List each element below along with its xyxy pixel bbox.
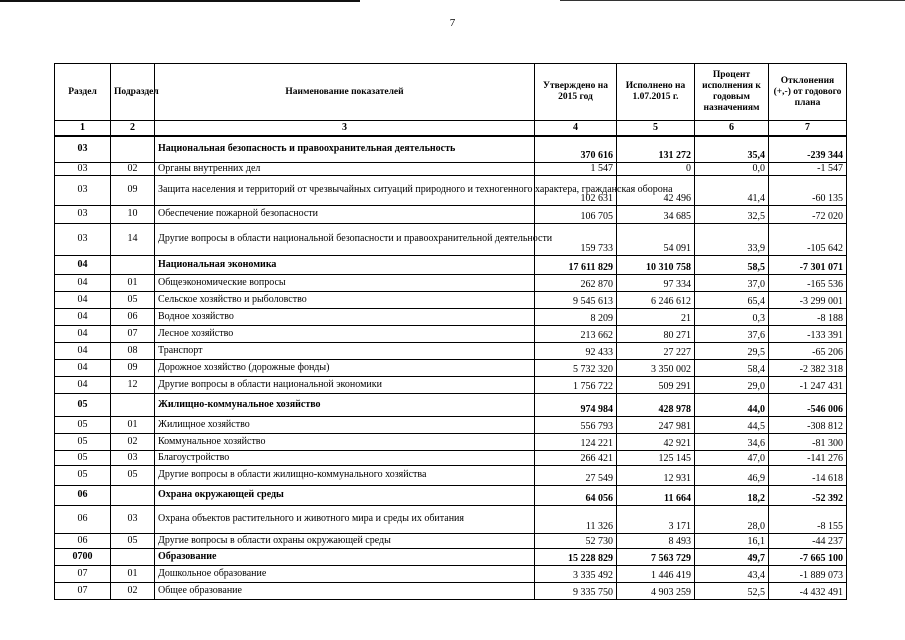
cell-razdel: 03 [55,162,111,175]
cell-deviation: -2 382 318 [769,359,847,376]
cell-percent: 34,6 [695,433,769,450]
cell-approved: 106 705 [535,205,617,223]
cell-percent: 35,4 [695,136,769,162]
top-line-right [560,0,905,1]
cell-approved: 124 221 [535,433,617,450]
cell-percent: 47,0 [695,450,769,465]
cell-name: Национальная безопасность и правоохранительная деятельность [155,136,535,162]
cell-podrazdel: 01 [111,416,155,433]
cell-name: Образование [155,548,535,565]
header-podrazdel: Подраздел [111,64,155,121]
cell-executed: 509 291 [617,376,695,393]
cell-razdel: 04 [55,376,111,393]
cell-percent: 32,5 [695,205,769,223]
table-row [55,505,847,533]
cell-razdel: 03 [55,175,111,205]
cell-name: Водное хозяйство [155,308,535,325]
cell-name: Органы внутренних дел [155,162,535,175]
cell-executed: 12 931 [617,465,695,485]
cell-name: Лесное хозяйство [155,325,535,342]
table-row [55,308,847,325]
header-name: Наименование показателей [155,64,535,121]
table-row [55,291,847,308]
cell-approved: 27 549 [535,465,617,485]
cell-executed: 21 [617,308,695,325]
cell-razdel: 03 [55,223,111,255]
cell-executed: 27 227 [617,342,695,359]
cell-percent: 16,1 [695,533,769,548]
header-approved: Утверждено на 2015 год [535,64,617,121]
cell-deviation: -1 889 073 [769,565,847,582]
cell-name: Общее образование [155,582,535,599]
cell-percent: 58,4 [695,359,769,376]
cell-razdel: 03 [55,136,111,162]
cell-approved: 1 547 [535,162,617,175]
cell-razdel: 03 [55,205,111,223]
cell-podrazdel: 10 [111,205,155,223]
cell-podrazdel: 02 [111,582,155,599]
header-percent: Процент исполнения к годовым назначениям [695,64,769,121]
cell-executed: 10 310 758 [617,255,695,274]
header-row [55,64,847,121]
cell-name: Охрана окружающей среды [155,485,535,505]
cell-deviation: -4 432 491 [769,582,847,599]
cell-name: Другие вопросы в области национальной экономики [155,376,535,393]
cell-deviation: -1 547 [769,162,847,175]
cell-executed: 1 446 419 [617,565,695,582]
cell-name: Другие вопросы в области жилищно-коммунального хозяйства [155,465,535,485]
cell-approved: 556 793 [535,416,617,433]
cell-deviation: -165 536 [769,274,847,291]
cell-percent: 46,9 [695,465,769,485]
cell-executed: 34 685 [617,205,695,223]
cell-percent: 18,2 [695,485,769,505]
cell-deviation: -546 006 [769,393,847,416]
column-number: 6 [695,121,769,137]
table-body [55,136,847,599]
cell-approved: 11 326 [535,505,617,533]
cell-percent: 37,6 [695,325,769,342]
cell-executed: 131 272 [617,136,695,162]
cell-podrazdel [111,255,155,274]
table-row [55,565,847,582]
table-row [55,485,847,505]
cell-name: Транспорт [155,342,535,359]
cell-executed: 42 921 [617,433,695,450]
cell-deviation: -1 247 431 [769,376,847,393]
column-number: 1 [55,121,111,137]
cell-podrazdel: 09 [111,359,155,376]
cell-podrazdel: 12 [111,376,155,393]
budget-table [54,63,847,600]
header-razdel: Раздел [55,64,111,121]
cell-executed: 8 493 [617,533,695,548]
cell-approved: 52 730 [535,533,617,548]
cell-razdel: 07 [55,565,111,582]
cell-executed: 3 350 002 [617,359,695,376]
cell-executed: 3 171 [617,505,695,533]
cell-podrazdel: 02 [111,433,155,450]
cell-razdel: 07 [55,582,111,599]
cell-approved: 15 228 829 [535,548,617,565]
cell-razdel: 06 [55,533,111,548]
cell-podrazdel [111,393,155,416]
cell-approved: 5 732 320 [535,359,617,376]
cell-percent: 44,5 [695,416,769,433]
cell-podrazdel: 05 [111,291,155,308]
cell-percent: 29,0 [695,376,769,393]
cell-percent: 28,0 [695,505,769,533]
cell-deviation: -3 299 001 [769,291,847,308]
cell-approved: 64 056 [535,485,617,505]
cell-deviation: -65 206 [769,342,847,359]
column-number: 2 [111,121,155,137]
cell-executed: 80 271 [617,325,695,342]
cell-razdel: 04 [55,291,111,308]
cell-name: Защита населения и территорий от чрезвычайных ситуаций природного и техногенного характера, гражданская оборона [155,175,535,205]
column-number: 3 [155,121,535,137]
cell-approved: 159 733 [535,223,617,255]
cell-deviation: -308 812 [769,416,847,433]
cell-podrazdel: 09 [111,175,155,205]
cell-executed: 428 978 [617,393,695,416]
cell-deviation: -7 665 100 [769,548,847,565]
cell-executed: 4 903 259 [617,582,695,599]
cell-podrazdel [111,136,155,162]
cell-executed: 7 563 729 [617,548,695,565]
cell-executed: 6 246 612 [617,291,695,308]
cell-executed: 42 496 [617,175,695,205]
column-number: 5 [617,121,695,137]
cell-razdel: 0700 [55,548,111,565]
cell-percent: 49,7 [695,548,769,565]
cell-approved: 213 662 [535,325,617,342]
table-row [55,342,847,359]
cell-podrazdel [111,548,155,565]
cell-percent: 41,4 [695,175,769,205]
cell-razdel: 04 [55,255,111,274]
cell-razdel: 04 [55,342,111,359]
page-number: 7 [449,17,456,29]
cell-deviation: -133 391 [769,325,847,342]
cell-deviation: -81 300 [769,433,847,450]
cell-approved: 266 421 [535,450,617,465]
cell-name: Жилищное хозяйство [155,416,535,433]
table-row [55,255,847,274]
cell-deviation: -8 155 [769,505,847,533]
table-row [55,433,847,450]
cell-name: Дорожное хозяйство (дорожные фонды) [155,359,535,376]
cell-approved: 102 631 [535,175,617,205]
cell-razdel: 04 [55,274,111,291]
cell-approved: 9 335 750 [535,582,617,599]
cell-deviation: -44 237 [769,533,847,548]
cell-percent: 58,5 [695,255,769,274]
cell-name: Другие вопросы в области охраны окружающей среды [155,533,535,548]
cell-razdel: 05 [55,465,111,485]
column-number: 4 [535,121,617,137]
table-row [55,223,847,255]
cell-deviation: -60 135 [769,175,847,205]
cell-approved: 3 335 492 [535,565,617,582]
cell-percent: 0,0 [695,162,769,175]
cell-razdel: 04 [55,308,111,325]
table-row [55,582,847,599]
cell-executed: 247 981 [617,416,695,433]
cell-podrazdel: 07 [111,325,155,342]
cell-approved: 1 756 722 [535,376,617,393]
cell-razdel: 05 [55,393,111,416]
cell-name: Жилищно-коммунальное хозяйство [155,393,535,416]
cell-podrazdel: 01 [111,274,155,291]
cell-percent: 0,3 [695,308,769,325]
cell-percent: 37,0 [695,274,769,291]
cell-name: Дошкольное образование [155,565,535,582]
table-row [55,162,847,175]
cell-percent: 44,0 [695,393,769,416]
cell-name: Коммунальное хозяйство [155,433,535,450]
table-row [55,136,847,162]
cell-name: Национальная экономика [155,255,535,274]
cell-approved: 92 433 [535,342,617,359]
cell-podrazdel: 14 [111,223,155,255]
table-row [55,416,847,433]
cell-razdel: 05 [55,450,111,465]
table-row [55,205,847,223]
cell-deviation: -239 344 [769,136,847,162]
cell-razdel: 05 [55,416,111,433]
table-row [55,465,847,485]
cell-percent: 65,4 [695,291,769,308]
table-row [55,548,847,565]
cell-percent: 29,5 [695,342,769,359]
cell-deviation: -141 276 [769,450,847,465]
cell-podrazdel: 06 [111,308,155,325]
cell-executed: 125 145 [617,450,695,465]
column-number-row [55,121,847,137]
cell-razdel: 04 [55,359,111,376]
table-row [55,274,847,291]
cell-podrazdel: 03 [111,505,155,533]
cell-deviation: -72 020 [769,205,847,223]
cell-approved: 370 616 [535,136,617,162]
table-row [55,175,847,205]
cell-podrazdel: 03 [111,450,155,465]
cell-podrazdel: 01 [111,565,155,582]
table-row [55,533,847,548]
cell-executed: 97 334 [617,274,695,291]
cell-approved: 8 209 [535,308,617,325]
cell-approved: 9 545 613 [535,291,617,308]
cell-deviation: -14 618 [769,465,847,485]
cell-name: Другие вопросы в области национальной безопасности и правоохранительной деятельности [155,223,535,255]
cell-deviation: -105 642 [769,223,847,255]
cell-podrazdel [111,485,155,505]
cell-name: Охрана объектов растительного и животного мира и среды их обитания [155,505,535,533]
cell-deviation: -7 301 071 [769,255,847,274]
cell-podrazdel: 05 [111,533,155,548]
cell-percent: 43,4 [695,565,769,582]
header-deviation: Отклонения (+,-) от годового плана [769,64,847,121]
cell-approved: 17 611 829 [535,255,617,274]
cell-name: Благоустройство [155,450,535,465]
cell-approved: 974 984 [535,393,617,416]
cell-razdel: 06 [55,485,111,505]
cell-executed: 54 091 [617,223,695,255]
cell-podrazdel: 08 [111,342,155,359]
cell-percent: 52,5 [695,582,769,599]
cell-deviation: -8 188 [769,308,847,325]
cell-razdel: 05 [55,433,111,450]
cell-executed: 0 [617,162,695,175]
cell-deviation: -52 392 [769,485,847,505]
cell-razdel: 04 [55,325,111,342]
top-border-line [0,0,905,3]
cell-approved: 262 870 [535,274,617,291]
cell-podrazdel: 05 [111,465,155,485]
cell-podrazdel: 02 [111,162,155,175]
cell-executed: 11 664 [617,485,695,505]
header-executed: Исполнено на 1.07.2015 г. [617,64,695,121]
cell-razdel: 06 [55,505,111,533]
table-row [55,325,847,342]
table-row [55,359,847,376]
table-row [55,376,847,393]
cell-percent: 33,9 [695,223,769,255]
column-number: 7 [769,121,847,137]
table-row [55,450,847,465]
cell-name: Сельское хозяйство и рыболовство [155,291,535,308]
cell-name: Общеэкономические вопросы [155,274,535,291]
cell-name: Обеспечение пожарной безопасности [155,205,535,223]
table-row [55,393,847,416]
top-line-left [0,0,360,2]
